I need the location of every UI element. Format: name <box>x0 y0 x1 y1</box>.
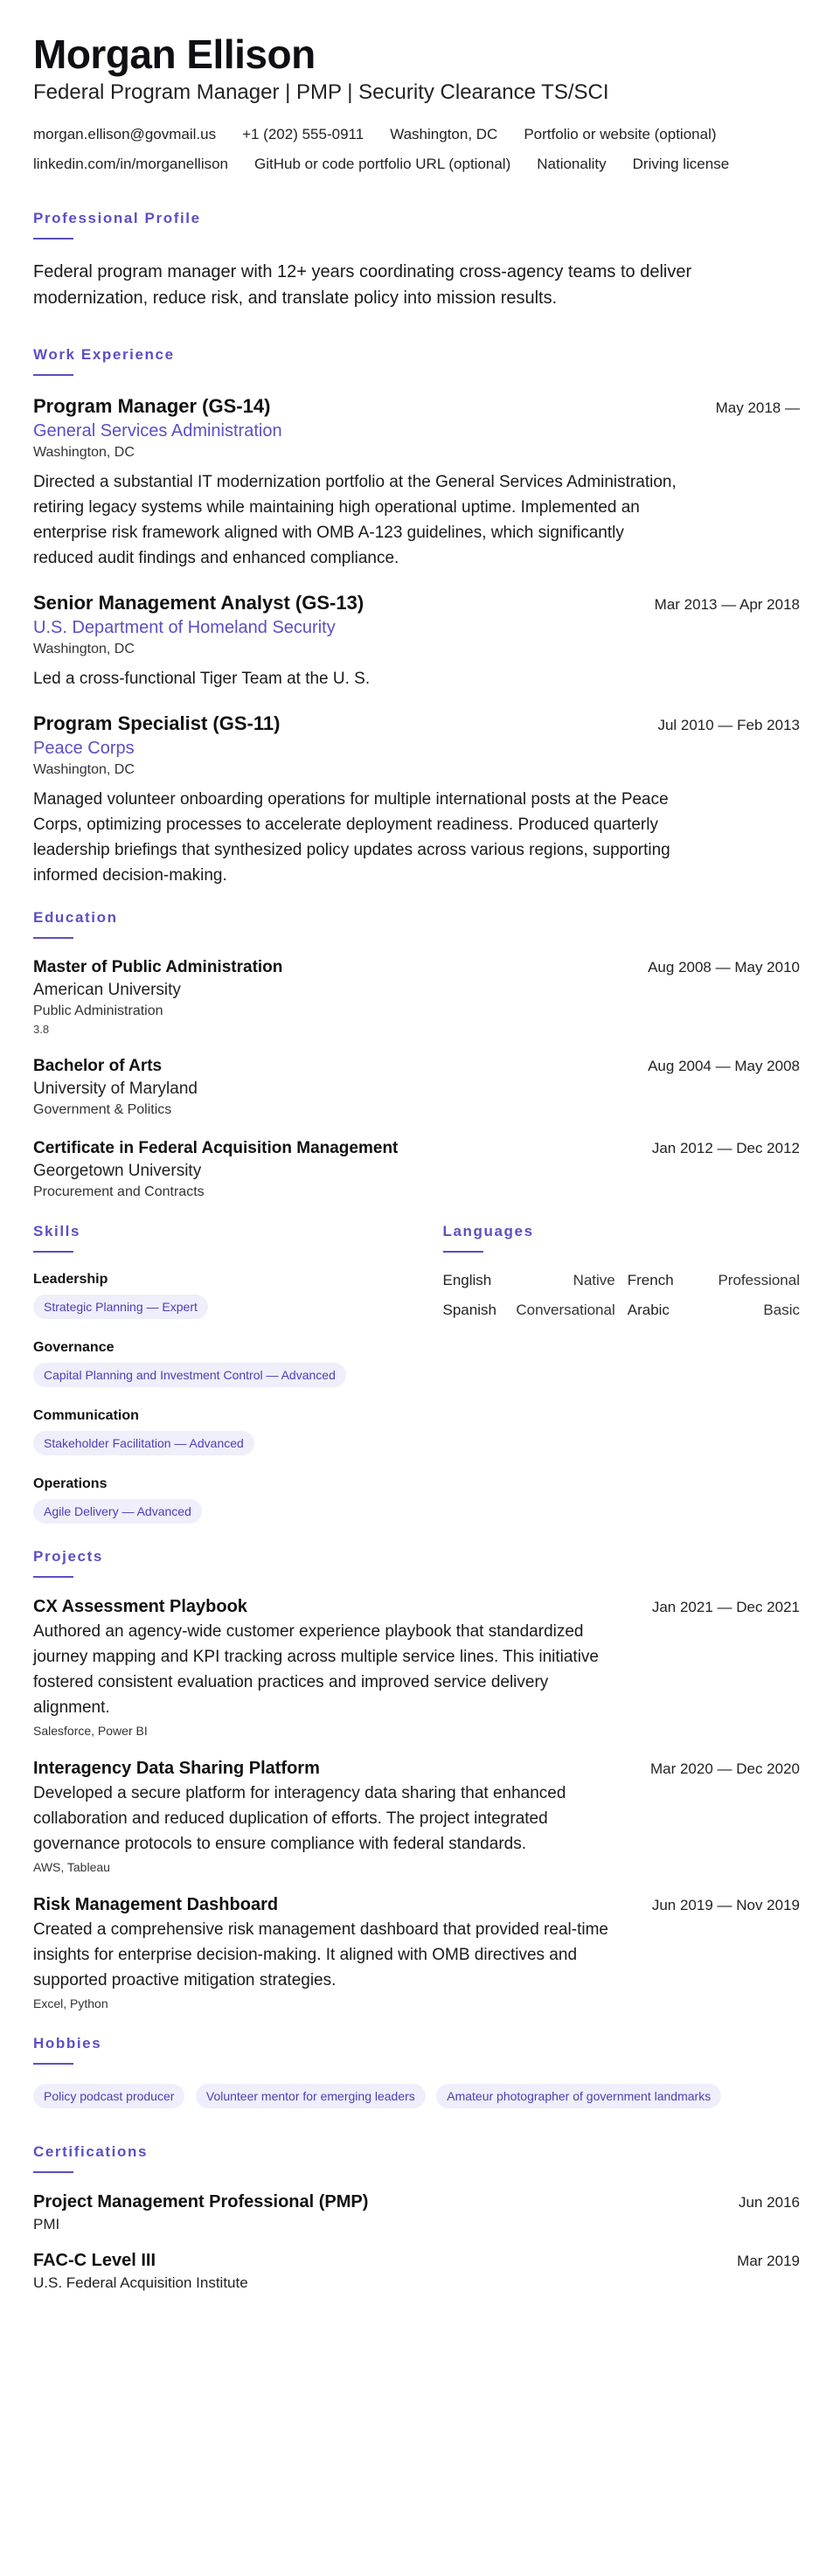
contact-nationality: Nationality <box>537 156 607 172</box>
project-title: Risk Management Dashboard <box>33 1895 279 1914</box>
project-entry <box>33 1759 800 1874</box>
language-name: English <box>442 1272 492 1288</box>
hobby-chip: Volunteer mentor for emerging leaders <box>196 2084 426 2108</box>
job-description: Led a cross-functional Tiger Team at the U. S. <box>33 670 371 688</box>
language-item <box>628 1302 800 1319</box>
project-tech: Excel, Python <box>33 1996 108 2010</box>
section-divider <box>33 2063 73 2065</box>
section-title-education: Education <box>33 909 118 926</box>
profile-section <box>33 210 800 311</box>
project-description: Developed a secure platform for interagency data sharing that enhanced collaboration and reduced duplication of efforts. The project integrated governance protocols to ensure compliance with federal standards. <box>33 1784 566 1853</box>
section-divider <box>33 238 73 240</box>
skill-chip: Capital Planning and Investment Control — Advanced <box>33 1363 346 1387</box>
job-organization: U.S. Department of Homeland Security <box>33 618 336 637</box>
contact-email[interactable]: morgan.ellison@govmail.us <box>33 126 217 142</box>
language-level: Basic <box>763 1302 800 1318</box>
hobbies-section <box>33 2035 800 2129</box>
skill-chip: Strategic Planning — Expert <box>33 1295 208 1319</box>
language-name: French <box>627 1272 674 1288</box>
job-location: Washington, DC <box>33 642 135 656</box>
project-entry <box>33 1597 800 1738</box>
language-level: Native <box>573 1272 615 1288</box>
section-title-hobbies: Hobbies <box>33 2035 102 2052</box>
skill-category: Communication <box>33 1408 139 1423</box>
job-role: Program Specialist (GS-11) <box>33 712 281 734</box>
project-date: Mar 2020 — Dec 2020 <box>649 1760 800 1777</box>
skill-chip: Agile Delivery — Advanced <box>33 1499 202 1524</box>
language-name: Arabic <box>627 1302 670 1318</box>
section-divider <box>33 1251 73 1253</box>
section-title-skills: Skills <box>33 1223 81 1239</box>
hobby-chip: Policy podcast producer <box>33 2084 184 2108</box>
project-date: Jan 2021 — Dec 2021 <box>651 1599 800 1615</box>
hobby-list <box>33 2084 800 2129</box>
resume-header <box>33 30 800 175</box>
experience-entry <box>33 712 800 888</box>
project-title: CX Assessment Playbook <box>33 1597 247 1616</box>
education-entry <box>33 1057 800 1118</box>
job-organization: Peace Corps <box>33 739 135 758</box>
section-title-projects: Projects <box>33 1548 103 1565</box>
skill-category: Governance <box>33 1340 115 1355</box>
gpa-value: 3.8 <box>33 1023 50 1036</box>
skill-category: Leadership <box>33 1272 108 1287</box>
section-title-profile: Professional Profile <box>33 210 201 226</box>
language-name: Spanish <box>442 1302 496 1318</box>
contact-portfolio[interactable]: Portfolio or website (optional) <box>524 126 717 142</box>
contact-location: Washington, DC <box>390 126 498 142</box>
degree-name: Master of Public Administration <box>33 958 283 976</box>
contact-github[interactable]: GitHub or code portfolio URL (optional) <box>254 156 511 172</box>
certifications-section <box>33 2143 800 2292</box>
education-date: Jan 2012 — Dec 2012 <box>651 1140 800 1156</box>
contact-phone[interactable]: +1 (202) 555-0911 <box>242 126 364 142</box>
section-divider <box>33 1576 73 1578</box>
school-name: American University <box>33 981 181 999</box>
project-tech: AWS, Tableau <box>33 1860 110 1874</box>
experience-entry <box>33 592 800 691</box>
contact-linkedin[interactable]: linkedin.com/in/morganellison <box>33 156 229 172</box>
section-divider <box>443 1251 483 1253</box>
experience-entry <box>33 395 800 571</box>
contact-list <box>33 124 800 175</box>
language-item <box>443 1272 615 1289</box>
section-title-experience: Work Experience <box>33 346 175 363</box>
school-name: University of Maryland <box>33 1080 198 1098</box>
study-field: Government & Politics <box>33 1102 172 1117</box>
language-list <box>443 1272 801 1319</box>
project-date: Jun 2019 — Nov 2019 <box>651 1897 800 1913</box>
section-title-languages: Languages <box>442 1223 534 1239</box>
job-location: Washington, DC <box>33 445 135 460</box>
language-level: Conversational <box>516 1302 615 1318</box>
certification-issuer: PMI <box>33 2216 60 2232</box>
candidate-name: Morgan Ellison <box>33 31 316 77</box>
job-location: Washington, DC <box>33 762 135 777</box>
section-title-certifications: Certifications <box>33 2143 149 2160</box>
certification-entry <box>33 2251 800 2292</box>
job-date: May 2018 — <box>715 399 800 416</box>
education-section <box>33 909 800 1200</box>
job-date: Mar 2013 — Apr 2018 <box>654 596 800 613</box>
job-date: Jul 2010 — Feb 2013 <box>657 717 800 733</box>
skills-languages-row <box>33 1223 800 1545</box>
job-organization: General Services Administration <box>33 421 282 441</box>
school-name: Georgetown University <box>33 1162 202 1180</box>
experience-section <box>33 346 800 888</box>
certification-issuer: U.S. Federal Acquisition Institute <box>33 2274 248 2291</box>
profile-summary: Federal program manager with 12+ years coordinating cross-agency teams to deliver modernization, reduce risk, and translate policy into mission results. <box>33 262 692 308</box>
certification-date: Jun 2016 <box>739 2194 800 2211</box>
education-date: Aug 2008 — May 2010 <box>648 959 800 976</box>
certification-date: Mar 2019 <box>737 2253 800 2269</box>
skill-category: Operations <box>33 1476 108 1491</box>
degree-name: Bachelor of Arts <box>33 1057 163 1075</box>
job-description: Managed volunteer onboarding operations for multiple international posts at the Peace Corps, optimizing processes to accelerate deployment readiness. Produced quarterly leadership briefings that synthesized policy updates across various regions, supporting informed decision-making. <box>33 790 670 885</box>
project-entry <box>33 1895 800 2010</box>
language-level: Professional <box>718 1272 800 1288</box>
language-item <box>443 1302 615 1319</box>
project-tech: Salesforce, Power BI <box>33 1724 148 1738</box>
skills-section <box>33 1223 391 1545</box>
job-role: Program Manager (GS-14) <box>33 395 271 417</box>
study-field: Procurement and Contracts <box>33 1184 205 1199</box>
section-divider <box>33 2171 73 2173</box>
project-title: Interagency Data Sharing Platform <box>33 1759 320 1778</box>
contact-driving-license: Driving license <box>632 156 730 172</box>
job-role: Senior Management Analyst (GS-13) <box>33 592 364 614</box>
education-entry <box>33 958 800 1036</box>
degree-name: Certificate in Federal Acquisition Management <box>33 1139 399 1157</box>
projects-section <box>33 1548 800 2010</box>
certification-entry <box>33 2192 800 2233</box>
education-entry <box>33 1139 800 1200</box>
certification-name: Project Management Professional (PMP) <box>33 2192 369 2211</box>
section-divider <box>33 374 73 376</box>
project-description: Created a comprehensive risk management dashboard that provided real-time insights for enterprise decision-making. It aligned with OMB directives and supported proactive mitigation strategies. <box>33 1920 608 1989</box>
certification-name: FAC-C Level III <box>33 2251 156 2270</box>
education-date: Aug 2004 — May 2008 <box>648 1058 800 1074</box>
study-field: Public Administration <box>33 1003 163 1018</box>
hobby-chip: Amateur photographer of government landmarks <box>436 2084 721 2108</box>
skill-chip: Stakeholder Facilitation — Advanced <box>33 1431 254 1455</box>
candidate-title: Federal Program Manager | PMP | Security Clearance TS/SCI <box>33 80 609 104</box>
languages-section <box>443 1223 801 1545</box>
language-item <box>628 1272 800 1289</box>
job-description: Directed a substantial IT modernization portfolio at the General Services Administration, retiring legacy systems while maintaining high operational uptime. Implemented an enterprise risk framework aligned with OMB A-123 guidelines, which significantly reduced audit findings and enhanced compliance. <box>33 473 677 567</box>
section-divider <box>33 937 73 939</box>
project-description: Authored an agency-wide customer experience playbook that standardized journey mapping and KPI tracking across multiple service lines. This initiative fostered consistent evaluation practices and improved service delivery alignment. <box>33 1622 600 1717</box>
